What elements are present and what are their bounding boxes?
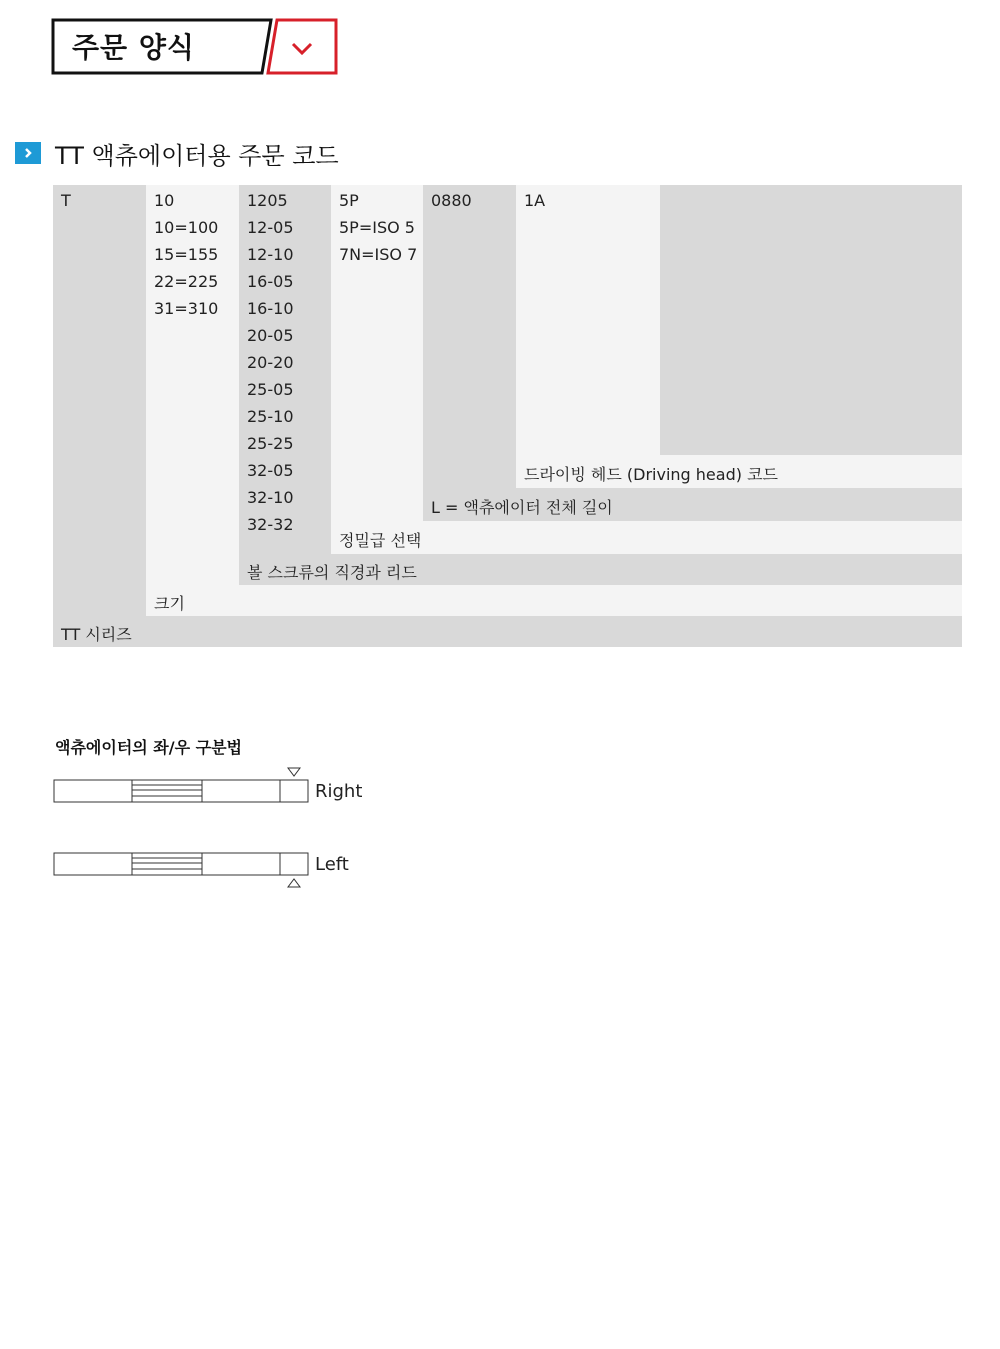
dropdown-toggle-button[interactable] <box>268 18 338 74</box>
size-code-list <box>154 187 218 322</box>
triangle-up-icon <box>288 879 300 887</box>
actuator-body-right <box>54 780 280 802</box>
length-code: 0880 <box>431 191 472 210</box>
ballscrew-code: 32-32 <box>247 515 294 534</box>
ballscrew-code: 16-05 <box>247 272 294 291</box>
length-description: L = 액츄에이터 전체 길이 <box>431 498 613 517</box>
precision-description: 정밀급 선택 <box>339 531 422 550</box>
ballscrew-code: 32-10 <box>247 488 294 507</box>
chevron-down-icon <box>268 18 338 74</box>
ballscrew-code: 25-10 <box>247 407 294 426</box>
ballscrew-code-list <box>247 187 294 538</box>
ballscrew-code: 25-05 <box>247 380 294 399</box>
table-filler <box>660 185 962 455</box>
left-label: Left <box>315 854 349 875</box>
size-description: 크기 <box>154 594 185 613</box>
page-title: 주문 양식 <box>72 31 195 64</box>
triangle-down-icon <box>288 768 300 776</box>
right-label: Right <box>315 781 363 802</box>
ballscrew-code: 20-05 <box>247 326 294 345</box>
drivinghead-code: 1A <box>524 191 546 210</box>
drivinghead-description: 드라이빙 헤드 (Driving head) 코드 <box>524 465 778 484</box>
drivinghead-code-list <box>524 187 545 214</box>
section-title: TT 액츄에이터용 주문 코드 <box>55 142 339 170</box>
actuator-body-left <box>54 853 280 875</box>
series-code: T <box>61 191 71 210</box>
precision-code: 7N=ISO 7 <box>339 245 418 264</box>
motor-block-right <box>280 780 308 802</box>
precision-code-list <box>339 187 417 268</box>
length-code-list <box>431 187 472 214</box>
ballscrew-code: 12-05 <box>247 218 294 237</box>
series-code-list <box>61 187 71 214</box>
size-code: 10=100 <box>154 218 219 237</box>
ballscrew-code: 1205 <box>247 191 288 210</box>
ballscrew-code: 16-10 <box>247 299 294 318</box>
ballscrew-code: 32-05 <box>247 461 294 480</box>
size-code: 31=310 <box>154 299 219 318</box>
ballscrew-code: 25-25 <box>247 434 294 453</box>
ballscrew-code: 20-20 <box>247 353 294 372</box>
motor-block-left <box>280 853 308 875</box>
chevron-right-icon <box>15 142 41 164</box>
size-code: 22=225 <box>154 272 219 291</box>
precision-code: 5P=ISO 5 <box>339 218 415 237</box>
precision-code: 5P <box>339 191 359 210</box>
ballscrew-description: 볼 스크류의 직경과 리드 <box>247 563 417 582</box>
diagram-title: 액츄에이터의 좌/우 구분법 <box>55 738 243 757</box>
size-code: 15=155 <box>154 245 219 264</box>
actuator-diagram <box>50 762 320 892</box>
size-code: 10 <box>154 191 175 210</box>
series-description: TT 시리즈 <box>61 625 132 644</box>
ballscrew-code: 12-10 <box>247 245 294 264</box>
